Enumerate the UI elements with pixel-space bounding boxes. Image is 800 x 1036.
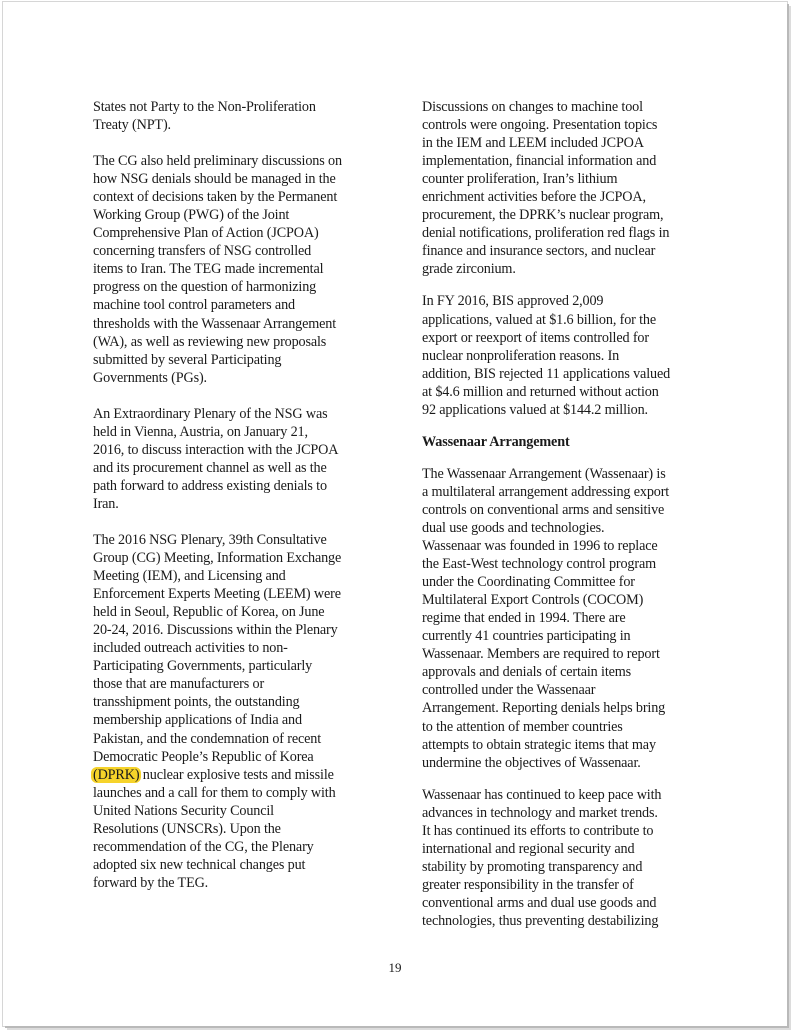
- plenary-text-start: The 2016 NSG Plenary, 39th Consultative Group (CG) Meeting, Information Exchange Meeting (IEM), and Licensing and Enforcement Experts Meeting (LEEM) were held in Seoul, Republic of Korea, on June 20-24, 2016. Discussions within the Plenary included outreach activities to non- Participating Governments, particularly those that are manufacturers or transshipment points, the outstanding membership applications of India and Pakistan, and the condemnation of recent Democratic People’s Republic of Korea: [93, 531, 342, 765]
- paragraph-machine-tool: Discussions on changes to machine tool controls were ongoing. Presentation topics in the IEM and LEEM included JCPOA implementation, financial information and counter proliferation, Iran’s lithium enrichment activities before the JCPOA, procurement, the DPRK’s nuclear program, denial notifications, proliferation red flags in finance and insurance sectors, and nuclear grade zirconium.: [422, 99, 670, 278]
- paragraph-cg-discussions: The CG also held preliminary discussions on how NSG denials should be managed in the context of decisions taken by the Permanent Working Group (PWG) of the Joint Comprehensive Plan of Action (JCPOA) concerning transfers of NSG controlled items to Iran. The TEG made incremental progress on the question of harmonizing machine tool control parameters and thresholds with the Wassenaar Arrangement (WA), as well as reviewing new proposals submitted by several Participating Governments (PGs).: [93, 153, 342, 386]
- highlighted-dprk: (DPRK): [93, 766, 140, 783]
- page-number: 19: [388, 960, 402, 975]
- paragraph-extraordinary-plenary: An Extraordinary Plenary of the NSG was held in Vienna, Austria, on January 21, 2016, to discuss interaction with the JCPOA and its procurement channel as well as the path forward to address existing denials to Iran.: [93, 405, 339, 512]
- right-column: [422, 98, 707, 944]
- section-heading-wassenaar: Wassenaar Arrangement: [422, 433, 570, 450]
- paragraph-nsg-plenary: [93, 531, 378, 892]
- plenary-text-end: nuclear explosive tests and missile launches and a call for them to comply with United Nations Security Council Resolutions (UNSCRs). Upon the recommendation of the CG, the Plenary adopted six new technical changes put forward by the TEG.: [93, 766, 336, 891]
- document-page: [3, 2, 787, 1026]
- left-column: [93, 98, 378, 910]
- paragraph-fy2016: In FY 2016, BIS approved 2,009 applications, valued at $1.6 billion, for the export or reexport of items controlled for nuclear nonproliferation reasons. In addition, BIS rejected 11 applications valued at $4.6 million and returned without action 92 applications valued at $144.2 million.: [422, 293, 671, 418]
- paragraph-wassenaar-pace: Wassenaar has continued to keep pace with advances in technology and market trends. It has continued its efforts to contribute to international and regional security and stability by promoting transparency and greater responsibility in the transfer of conventional arms and dual use goods and technologies, thus preventing destabilizing: [422, 786, 662, 929]
- paragraph-npt: States not Party to the Non-Proliferation Treaty (NPT).: [93, 99, 316, 134]
- paragraph-wassenaar-intro: The Wassenaar Arrangement (Wassenaar) is a multilateral arrangement addressing export controls on conventional arms and sensitive dual use goods and technologies. Wassenaar was founded in 1996 to replace the East-West technology control program under the Coordinating Committee for Multilateral Export Controls (COCOM) regime that ended in 1994. There are currently 41 countries participating in Wassenaar. Members are required to report approvals and denials of certain items controlled under the Wassenaar Arrangement. Reporting denials helps bring to the attention of member countries attempts to obtain strategic items that may undermine the objectives of Wassenaar.: [422, 465, 670, 771]
